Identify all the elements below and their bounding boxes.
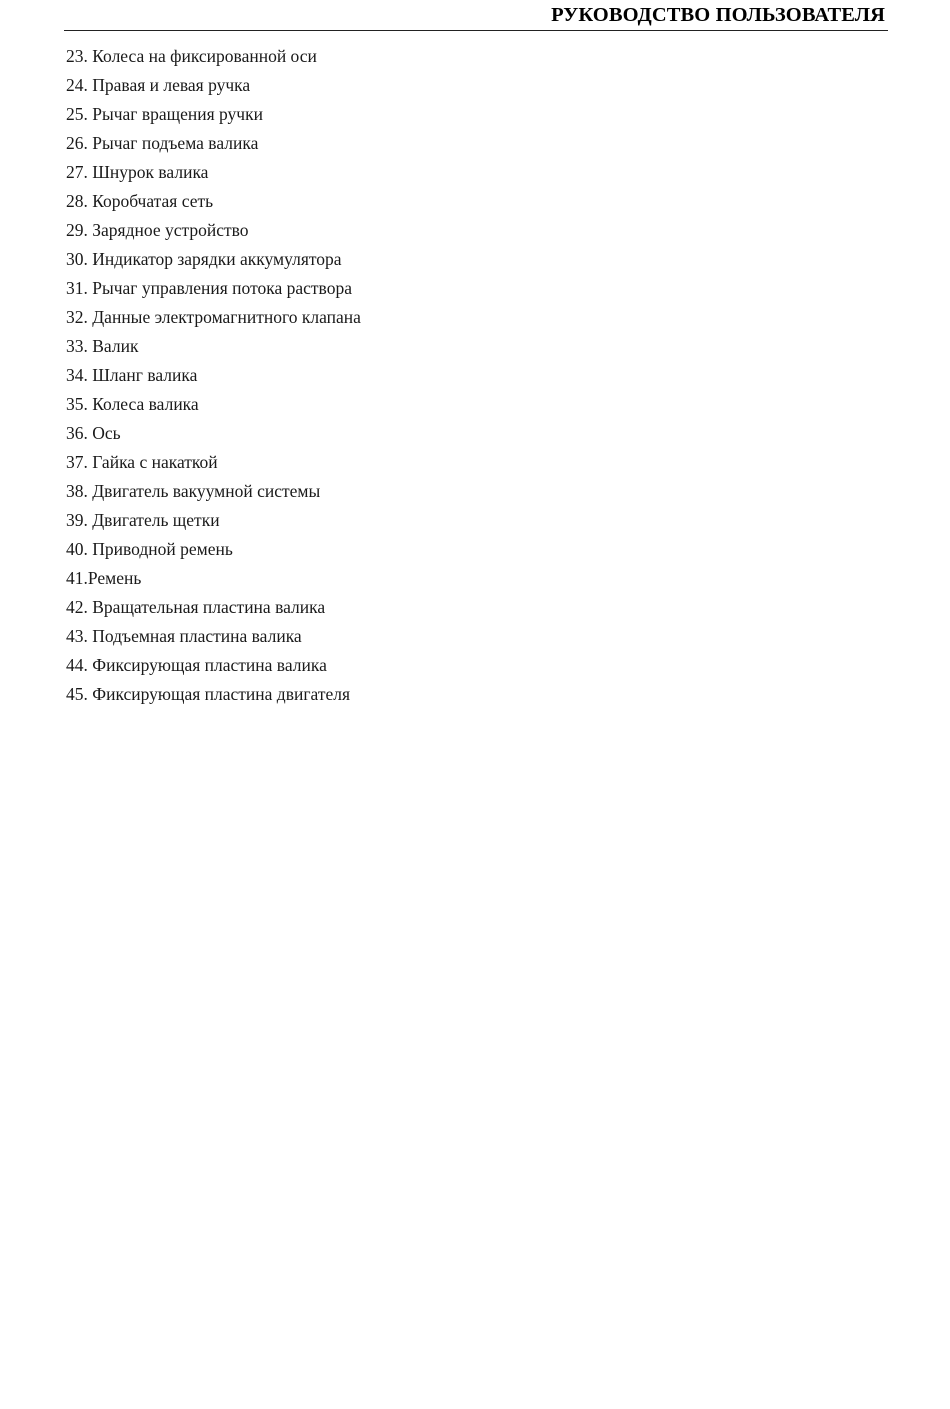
list-item: 29. Зарядное устройство <box>66 220 249 240</box>
list-item: 24. Правая и левая ручка <box>66 75 251 95</box>
parts-list <box>66 42 361 709</box>
list-item: 31. Рычаг управления потока раствора <box>66 278 352 298</box>
list-item: 36. Ось <box>66 423 121 443</box>
list-item: 45. Фиксирующая пластина двигателя <box>66 684 351 704</box>
list-item: 27. Шнурок валика <box>66 162 209 182</box>
list-item: 33. Валик <box>66 336 139 356</box>
page-title: РУКОВОДСТВО ПОЛЬЗОВАТЕЛЯ <box>551 4 885 26</box>
list-item: 41.Ремень <box>66 568 142 588</box>
list-item: 32. Данные электромагнитного клапана <box>66 307 361 327</box>
list-item: 23. Колеса на фиксированной оси <box>66 46 317 66</box>
list-item: 40. Приводной ремень <box>66 539 233 559</box>
list-item: 39. Двигатель щетки <box>66 510 220 530</box>
list-item: 34. Шланг валика <box>66 365 198 385</box>
list-item: 25. Рычаг вращения ручки <box>66 104 263 124</box>
page-header <box>64 0 888 31</box>
list-item: 37. Гайка с накаткой <box>66 452 218 472</box>
list-item: 28. Коробчатая сеть <box>66 191 214 211</box>
list-item: 42. Вращательная пластина валика <box>66 597 326 617</box>
list-item: 38. Двигатель вакуумной системы <box>66 481 321 501</box>
list-item: 26. Рычаг подъема валика <box>66 133 259 153</box>
list-item: 44. Фиксирующая пластина валика <box>66 655 327 675</box>
list-item: 30. Индикатор зарядки аккумулятора <box>66 249 342 269</box>
list-item: 43. Подъемная пластина валика <box>66 626 302 646</box>
list-item: 35. Колеса валика <box>66 394 199 414</box>
